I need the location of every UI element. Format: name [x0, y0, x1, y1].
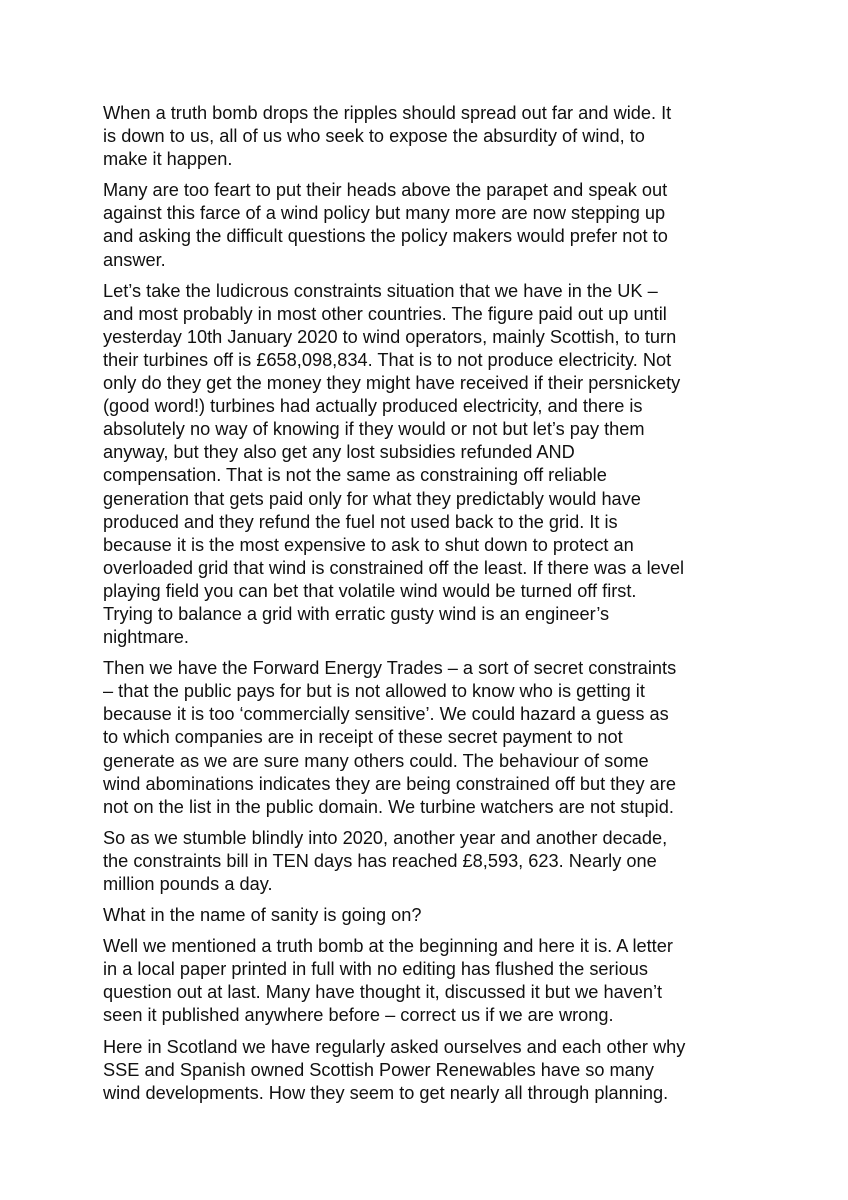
paragraph-constraints: Let’s take the ludicrous constraints situation that we have in the UK – and most probably in most other countries. The figure paid out up until yesterday 10th January 2020 to wind operators, mainly Scottish, to turn their turbines off is £658,098,834. That is to not produce electricity. Not only do they get the money they might have received if their persnickety (good word!) turbines had actually produced electricity, and there is absolutely no way of knowing if they would or not but let’s pay them anyway, but they also get any lost subsidies refunded AND compensation. That is not the same as constraining off reliable generation that gets paid only for what they predictably would have produced and they refund the fuel not used back to the grid. It is because it is the most expensive to ask to shut down to protect an overloaded grid that wind is constrained off the least. If there was a level playing field you can bet that volatile wind would be turned off first. Trying to balance a grid with erratic gusty wind is an engineer’s nightmare.	[103, 280, 684, 648]
paragraph-sanity-question: What in the name of sanity is going on?	[103, 905, 422, 926]
paragraph-letter: Well we mentioned a truth bomb at the beginning and here it is. A letter in a local paper printed in full with no editing has flushed the serious question out at last. Many have thought it, discussed it but we haven’t seen it published anywhere before – correct us if we are wrong.	[103, 936, 673, 1026]
paragraph-truth-bomb: When a truth bomb drops the ripples should spread out far and wide. It is down to us, all of us who seek to expose the absurdity of wind, to make it happen.	[103, 103, 672, 170]
paragraph-parapet: Many are too feart to put their heads above the parapet and speak out against this farce of a wind policy but many more are now stepping up and asking the difficult questions the policy makers would prefer not to answer.	[103, 180, 668, 270]
paragraph-forward-energy-trades: Then we have the Forward Energy Trades – a sort of secret constraints – that the public pays for but is not allowed to know who is getting it because it is too ‘commercially sensitive’. We could hazard a guess as to which companies are in receipt of these secret payment to not generate as we are sure many others could. The behaviour of some wind abominations indicates they are being constrained off but they are not on the list in the public domain. We turbine watchers are not stupid.	[103, 658, 677, 817]
paragraph-scotland: Here in Scotland we have regularly asked ourselves and each other why SSE and Spanish owned Scottish Power Renewables have so many wind developments. How they seem to get nearly all through planning.	[103, 1036, 686, 1103]
paragraph-constraints-bill: So as we stumble blindly into 2020, another year and another decade, the constraints bill in TEN days has reached £8,593, 623. Nearly one million pounds a day.	[103, 827, 668, 894]
document-body	[103, 102, 753, 1113]
